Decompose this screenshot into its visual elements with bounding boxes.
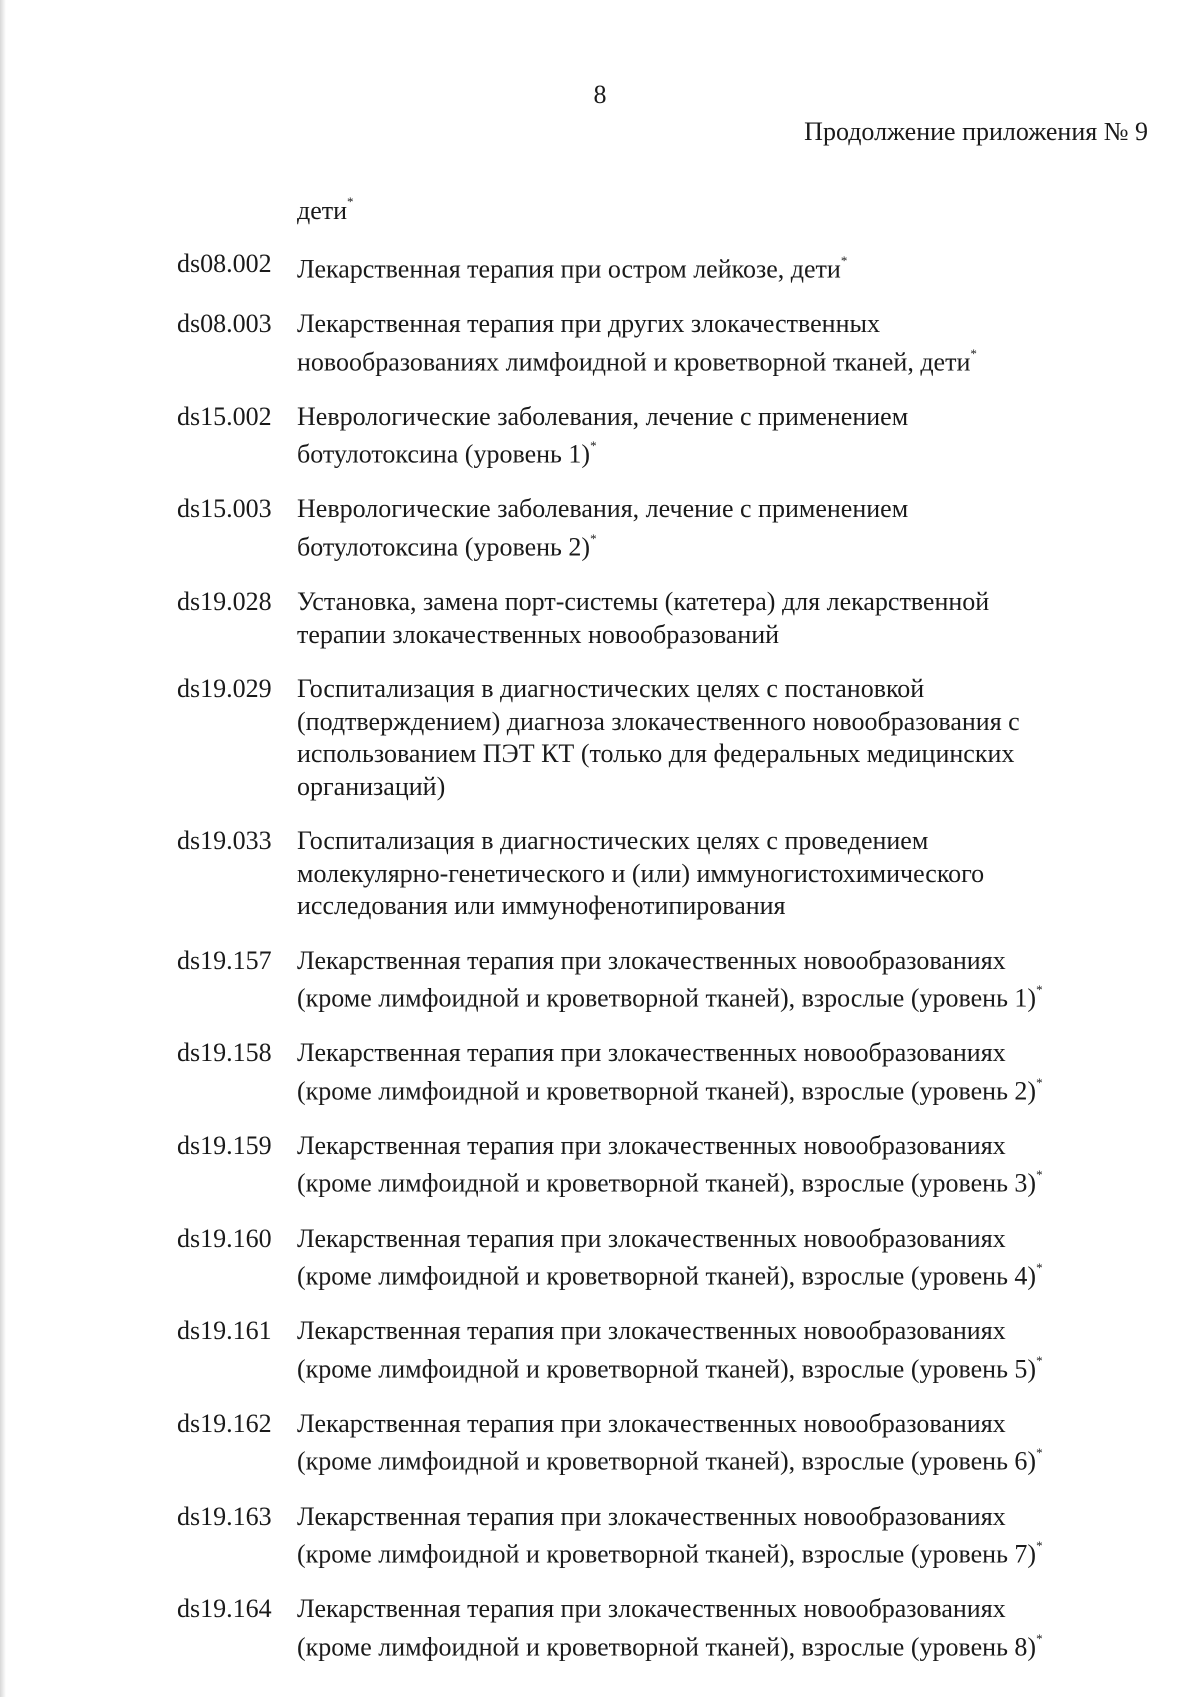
list-item [177, 825, 1157, 923]
entry-description-line: Неврологические заболевания, лечение с применением [297, 401, 909, 431]
entry-description-line: (кроме лимфоидной и кроветворной тканей), взрослые (уровень 5)* [297, 1352, 1043, 1384]
entry-code: ds19.033 [177, 826, 272, 856]
entry-description-line: (кроме лимфоидной и кроветворной тканей), взрослые (уровень 4)* [297, 1260, 1043, 1291]
entry-code: ds08.003 [177, 309, 272, 339]
list-item [177, 1130, 1157, 1201]
entry-description-line: (кроме лимфоидной и кроветворной тканей), взрослые (уровень 1)* [297, 982, 1043, 1013]
entry-description-line: Лекарственная терапия при злокачественных новообразованиях [297, 1408, 1006, 1438]
list-item [177, 945, 1157, 1016]
entry-code: ds19.157 [177, 945, 272, 975]
list-item [177, 1593, 1157, 1664]
footnote-mark: * [840, 253, 848, 268]
footnote-mark: * [1036, 1352, 1043, 1368]
lead-line [297, 196, 354, 226]
entry-description-line: Госпитализация в диагностических целях с проведением [297, 826, 929, 856]
list-item [177, 1223, 1157, 1294]
entry-code: ds15.002 [177, 401, 272, 431]
entry-code: ds08.002 [177, 249, 272, 278]
entry-description [295, 493, 1157, 564]
entry-description [295, 825, 1157, 923]
entry-code: ds19.162 [177, 1408, 272, 1438]
lead-line-text: дети [297, 196, 348, 225]
entry-description-line: (кроме лимфоидной и кроветворной тканей), взрослые (уровень 3)* [297, 1167, 1043, 1199]
footnote-mark: * [1036, 1074, 1043, 1090]
entry-description-line: исследования или иммунофенотипирования [297, 891, 786, 921]
entry-code: ds19.158 [177, 1038, 272, 1068]
footnote-mark: * [1036, 1445, 1043, 1461]
entry-code: ds19.160 [177, 1223, 272, 1253]
footnote-mark: * [1036, 982, 1043, 998]
list-item [177, 401, 1157, 472]
entry-description-line: использованием ПЭТ КТ (только для федеральных медицинских [297, 739, 1015, 769]
entry-list [177, 248, 1157, 1686]
entry-code: ds19.163 [177, 1501, 272, 1531]
entry-description-line: Лекарственная терапия при злокачественных новообразованиях [297, 1223, 1006, 1253]
entry-description [295, 945, 1157, 1016]
footnote-mark: * [590, 438, 597, 454]
entry-description-line: Лекарственная терапия при других злокачественных [297, 309, 880, 339]
entry-description-line: организаций) [297, 771, 446, 801]
entry-description [295, 1593, 1157, 1664]
entry-description-line: Лекарственная терапия при злокачественных новообразованиях [297, 1501, 1006, 1531]
entry-code: ds19.159 [177, 1130, 272, 1160]
list-item [177, 586, 1157, 651]
entry-description [295, 586, 1157, 651]
entry-code: ds19.161 [177, 1316, 272, 1346]
entry-description-line: Неврологические заболевания, лечение с применением [297, 494, 909, 524]
list-item [177, 493, 1157, 564]
entry-description-line: Установка, замена порт-системы (катетера) для лекарственной [297, 587, 990, 617]
entry-description-line: терапии злокачественных новообразований [297, 619, 780, 649]
footnote-mark: * [347, 194, 354, 210]
entry-description [295, 1408, 1157, 1479]
entry-description [295, 1223, 1157, 1294]
entry-description-line: Лекарственная терапия при злокачественных новообразованиях [297, 1038, 1006, 1068]
entry-description-line: (кроме лимфоидной и кроветворной тканей), взрослые (уровень 8)* [297, 1630, 1043, 1662]
footnote-mark: * [1036, 1167, 1043, 1183]
entry-description-line: Лекарственная терапия при остром лейкозе, дети* [297, 253, 848, 284]
entry-description-line: новообразованиях лимфоидной и кроветворной тканей, дети* [297, 345, 977, 377]
entry-code: ds19.029 [177, 674, 272, 704]
entry-description-line: ботулотоксина (уровень 1)* [297, 438, 597, 469]
list-item [177, 1037, 1157, 1108]
entry-code: ds19.028 [177, 587, 272, 617]
footnote-mark: * [1036, 1538, 1043, 1554]
entry-code: ds19.164 [177, 1594, 272, 1624]
entry-description [295, 248, 1157, 286]
entry-description [295, 1130, 1157, 1201]
footnote-mark: * [970, 345, 977, 361]
list-item [177, 1501, 1157, 1572]
list-item [177, 1408, 1157, 1479]
entry-description-line: молекулярно-генетического и (или) иммуногистохимического [297, 858, 985, 888]
page-number: 8 [593, 80, 607, 109]
entry-description-line: (кроме лимфоидной и кроветворной тканей), взрослые (уровень 2)* [297, 1074, 1043, 1106]
list-item [177, 308, 1157, 379]
entry-description [295, 308, 1157, 379]
scan-edge-shadow [0, 0, 6, 1697]
entry-code: ds15.003 [177, 494, 272, 524]
entry-description-line: Лекарственная терапия при злокачественных новообразованиях [297, 1316, 1006, 1346]
footnote-mark: * [1036, 1260, 1043, 1276]
entry-description-line: Лекарственная терапия при злокачественных новообразованиях [297, 1594, 1006, 1624]
entry-description [295, 1501, 1157, 1572]
entry-description [295, 673, 1157, 803]
entry-description [295, 1037, 1157, 1108]
entry-description-line: Лекарственная терапия при злокачественных новообразованиях [297, 1130, 1006, 1160]
list-item [177, 673, 1157, 803]
entry-description [295, 1315, 1157, 1386]
entry-description-line: (подтверждением) диагноза злокачественного новообразования с [297, 706, 1020, 736]
entry-description-line: (кроме лимфоидной и кроветворной тканей), взрослые (уровень 7)* [297, 1538, 1043, 1569]
entry-description-line: (кроме лимфоидной и кроветворной тканей), взрослые (уровень 6)* [297, 1445, 1043, 1477]
list-item [177, 1315, 1157, 1386]
entry-description-line: Лекарственная терапия при злокачественных новообразованиях [297, 945, 1006, 975]
footnote-mark: * [590, 530, 597, 546]
continuation-header: Продолжение приложения № 9 [804, 117, 1148, 146]
entry-description [295, 401, 1157, 472]
entry-description-line: Госпитализация в диагностических целях с постановкой [297, 674, 925, 704]
entry-description-line: ботулотоксина (уровень 2)* [297, 530, 597, 562]
footnote-mark: * [1036, 1630, 1043, 1646]
list-item [177, 248, 1157, 286]
